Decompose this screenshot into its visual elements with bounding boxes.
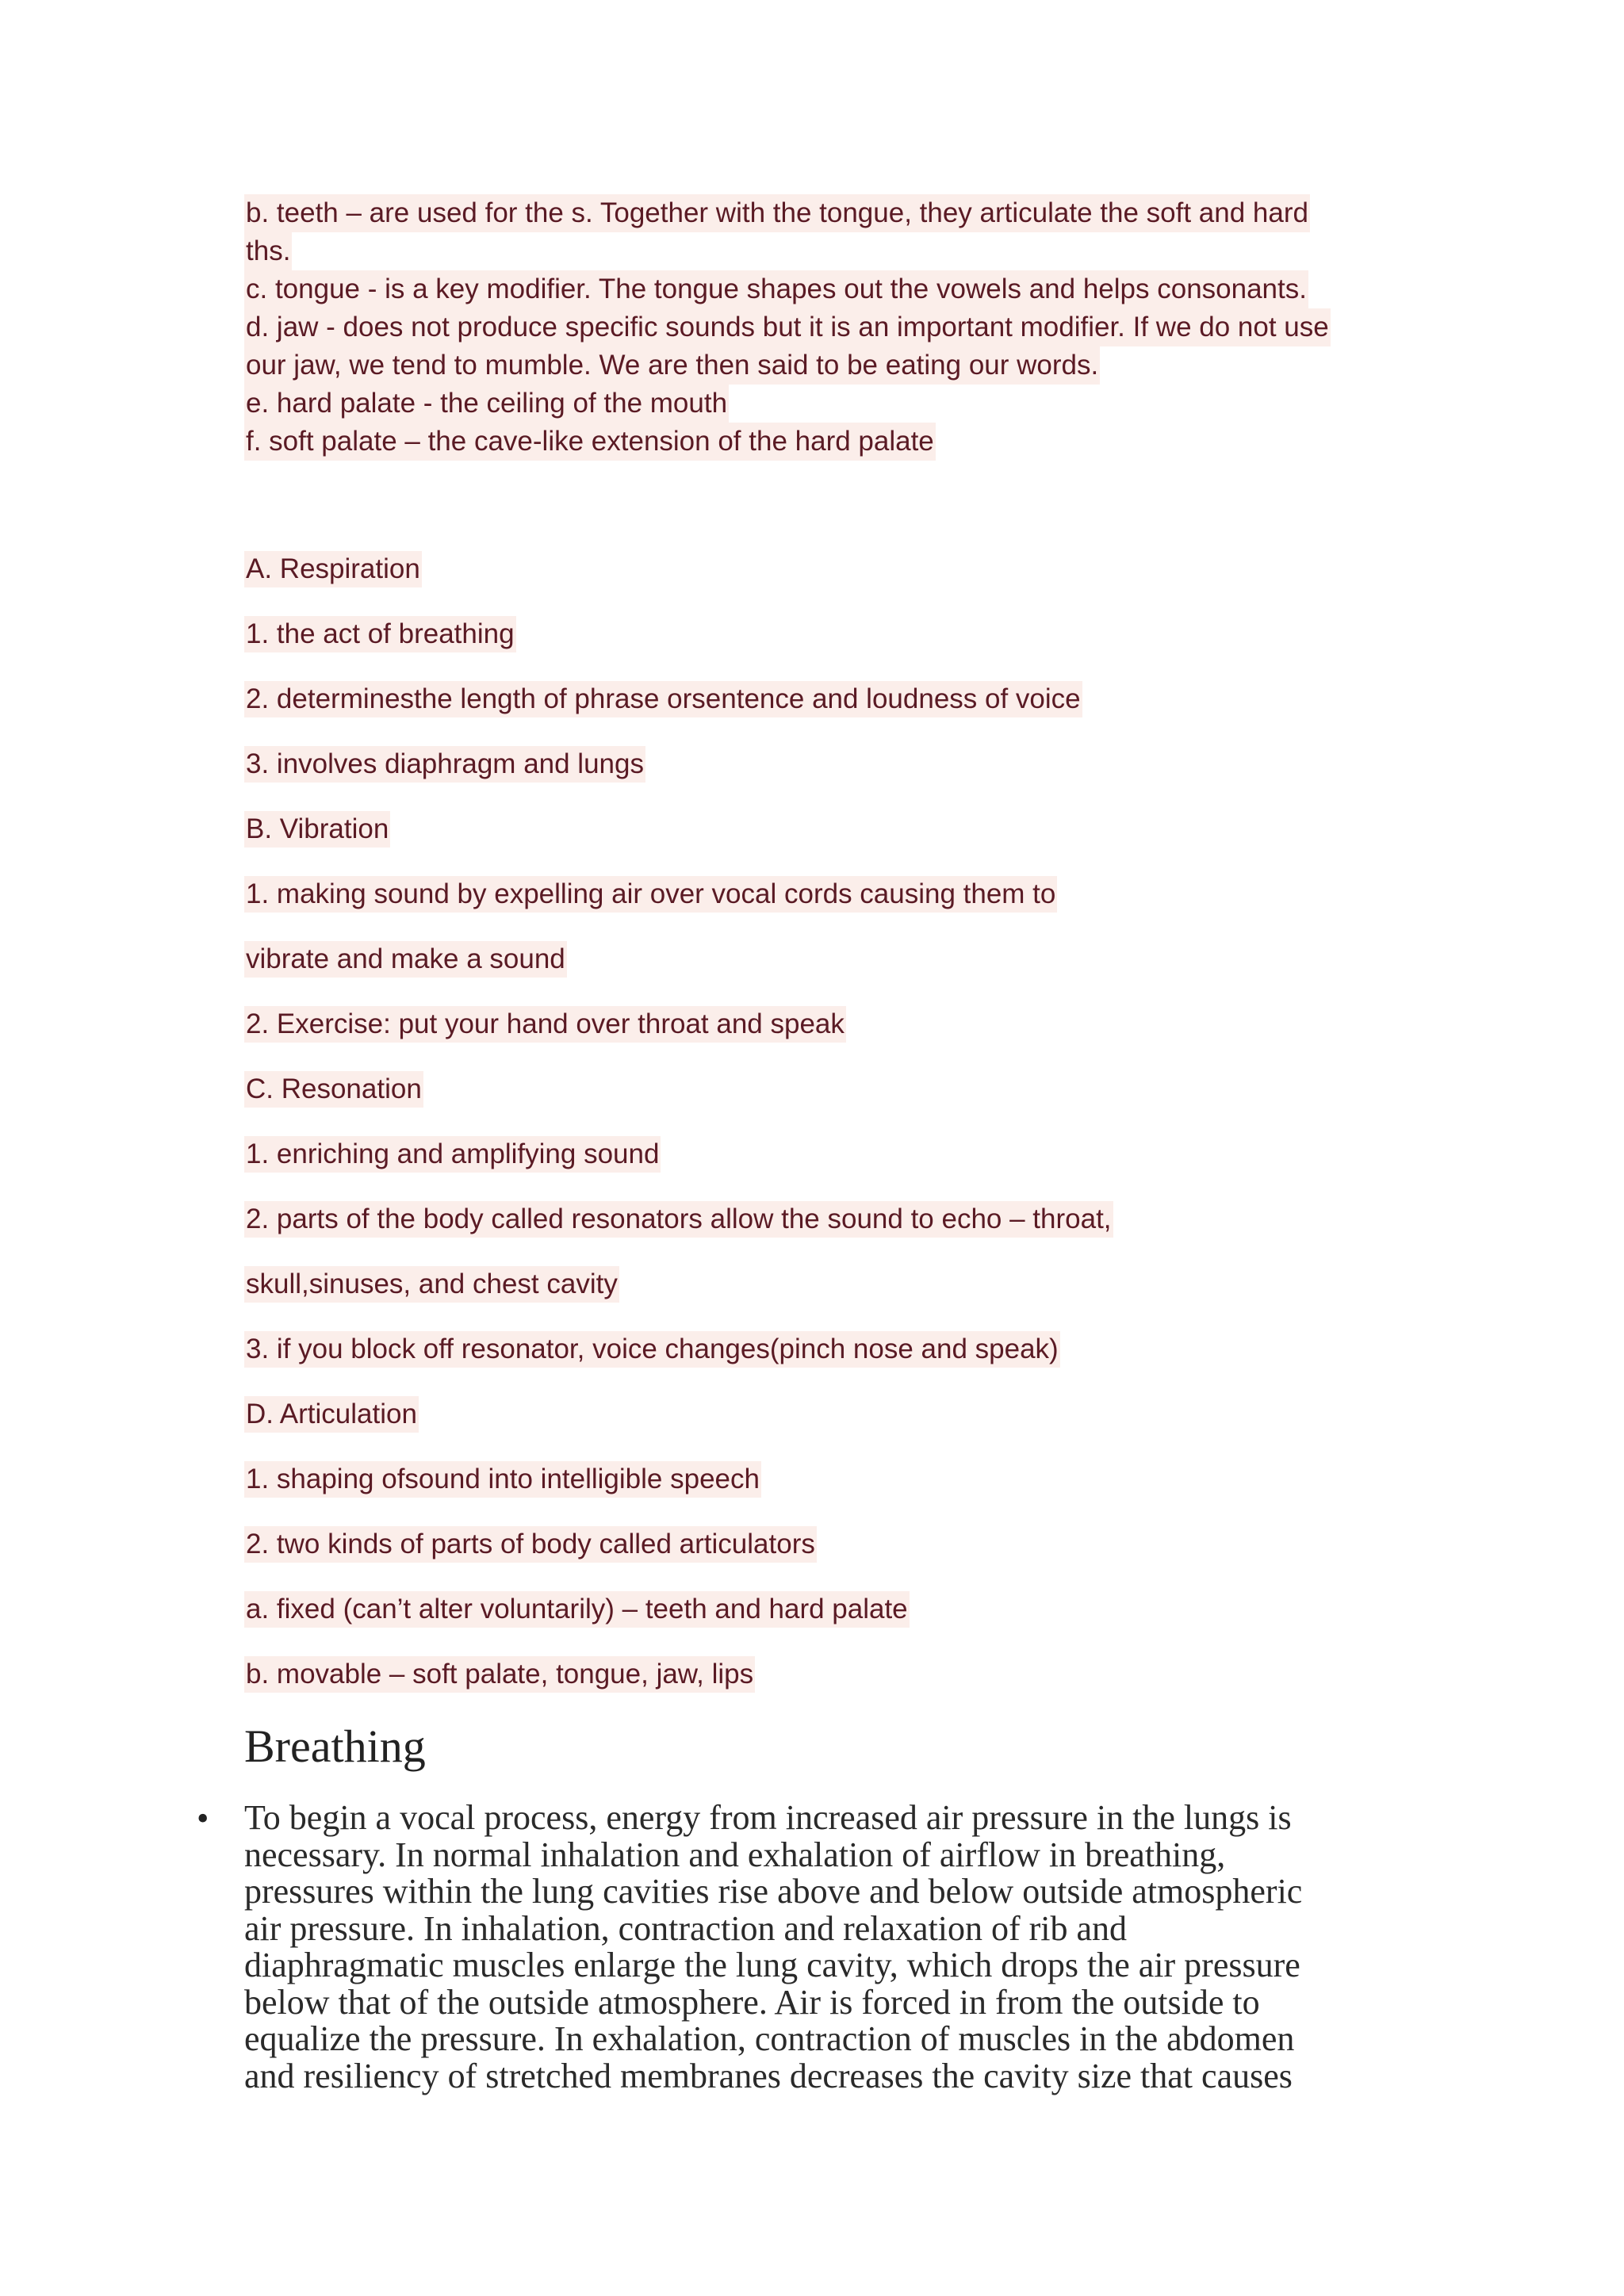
text-line: [244, 423, 1370, 461]
highlighted-text: 3. if you block off resonator, voice changes(pinch nose and speak): [244, 1331, 1060, 1368]
highlighted-text: C. Resonation: [244, 1071, 423, 1108]
outline-item: [244, 1136, 661, 1173]
paragraph-line: and resiliency of stretched membranes decreases the cavity size that causes: [244, 2056, 1293, 2095]
text-line: [244, 346, 1370, 385]
outline-item: [244, 1201, 1113, 1238]
outline-item: [244, 941, 567, 978]
highlighted-text: 2. two kinds of parts of body called articulators: [244, 1526, 817, 1563]
highlighted-text: 2. parts of the body called resonators allow the sound to echo – throat,: [244, 1201, 1113, 1238]
highlighted-text: ths.: [244, 232, 292, 270]
highlighted-text: 2. Exercise: put your hand over throat and speak: [244, 1006, 846, 1043]
text-line: [244, 270, 1370, 308]
paragraph-line: below that of the outside atmosphere. Air is forced in from the outside to: [244, 1982, 1260, 2022]
paragraph-line: pressures within the lung cavities rise above and below outside atmospheric: [244, 1872, 1303, 1911]
highlighted-text: e. hard palate - the ceiling of the mouth: [244, 385, 729, 423]
highlighted-text: d. jaw - does not produce specific sounds but it is an important modifier. If we do not use: [244, 308, 1331, 346]
highlighted-text: 1. enriching and amplifying sound: [244, 1136, 661, 1173]
highlighted-text: b. movable – soft palate, tongue, jaw, lips: [244, 1656, 755, 1693]
outline-item: [244, 1591, 910, 1628]
text-line: [244, 308, 1370, 346]
outline-heading-vibration: [244, 811, 390, 848]
highlighted-text: 1. making sound by expelling air over vocal cords causing them to: [244, 876, 1057, 913]
highlighted-text: B. Vibration: [244, 811, 390, 848]
text-line: [244, 194, 1370, 232]
outline-item: [244, 616, 516, 652]
highlighted-text: f. soft palate – the cave-like extension of the hard palate: [244, 423, 936, 461]
outline-item: [244, 681, 1082, 718]
outline-item: [244, 876, 1057, 913]
paragraph-line: equalize the pressure. In exhalation, contraction of muscles in the abdomen: [244, 2019, 1295, 2058]
highlighted-text: a. fixed (can’t alter voluntarily) – teeth and hard palate: [244, 1591, 910, 1628]
bullet-marker: •: [197, 1799, 209, 1838]
outline-heading-resonation: [244, 1071, 423, 1108]
outline-item: [244, 1656, 755, 1693]
highlighted-text: our jaw, we tend to mumble. We are then said to be eating our words.: [244, 346, 1100, 385]
text-line: [244, 385, 1370, 423]
highlighted-text: D. Articulation: [244, 1396, 419, 1433]
paragraph-line: air pressure. In inhalation, contraction and relaxation of rib and: [244, 1908, 1128, 1948]
highlighted-text: skull,sinuses, and chest cavity: [244, 1266, 619, 1303]
highlighted-text: A. Respiration: [244, 551, 422, 587]
paragraph-line: necessary. In normal inhalation and exhalation of airflow in breathing,: [244, 1835, 1226, 1874]
highlighted-text: 1. shaping ofsound into intelligible speech: [244, 1461, 761, 1498]
outline-item: [244, 1006, 846, 1043]
highlighted-text: b. teeth – are used for the s. Together with the tongue, they articulate the soft and hard: [244, 194, 1310, 232]
outline-item: [244, 746, 645, 783]
section-heading: Breathing: [244, 1720, 426, 1772]
highlighted-text: 2. determinesthe length of phrase orsentence and loudness of voice: [244, 681, 1082, 718]
outline-item: [244, 1266, 619, 1303]
highlighted-text: 3. involves diaphragm and lungs: [244, 746, 645, 783]
paragraph-line: diaphragmatic muscles enlarge the lung cavity, which drops the air pressure: [244, 1946, 1300, 1984]
outline-item: [244, 1526, 817, 1563]
highlighted-text: c. tongue - is a key modifier. The tongue shapes out the vowels and helps consonants.: [244, 270, 1308, 308]
highlighted-text: 1. the act of breathing: [244, 616, 516, 652]
outline-item: [244, 1331, 1060, 1368]
text-line: [244, 232, 1370, 270]
paragraph-line: To begin a vocal process, energy from increased air pressure in the lungs is: [244, 1798, 1292, 1837]
bullet-paragraph: [244, 1800, 1370, 2095]
outline-item: [244, 1461, 761, 1498]
outline-heading-respiration: [244, 551, 422, 587]
outline-heading-articulation: [244, 1396, 419, 1433]
highlighted-text: vibrate and make a sound: [244, 941, 567, 978]
articulators-paragraph: [244, 194, 1370, 461]
